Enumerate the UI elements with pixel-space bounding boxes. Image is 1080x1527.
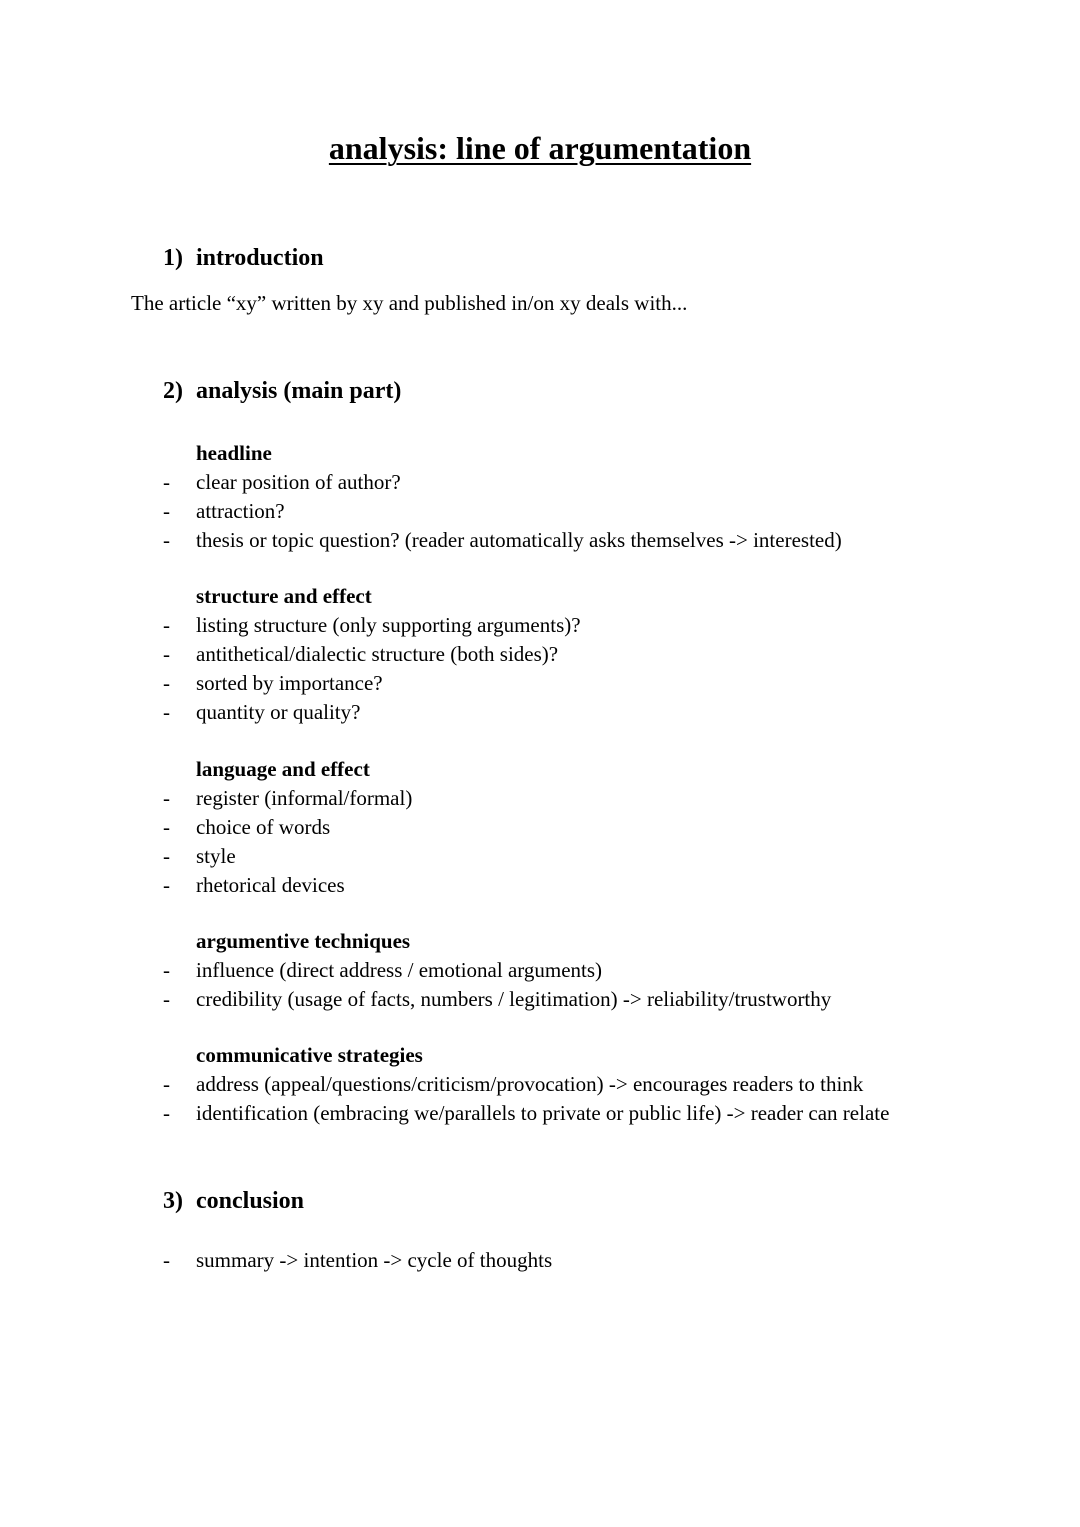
bullet-marker: - bbox=[163, 613, 170, 637]
list-item-text: address (appeal/questions/criticism/provocation) -> encourages readers to think bbox=[196, 1072, 864, 1096]
list-item bbox=[0, 526, 1080, 555]
list-item bbox=[0, 985, 1080, 1014]
list-item bbox=[0, 813, 1080, 842]
section-title: analysis (main part) bbox=[196, 378, 402, 404]
list-item-text: listing structure (only supporting arguments)? bbox=[196, 613, 581, 637]
section-heading-conclusion bbox=[163, 1186, 304, 1216]
list-item bbox=[0, 1070, 1080, 1099]
list-item bbox=[0, 640, 1080, 669]
list-item bbox=[0, 669, 1080, 698]
bullet-marker: - bbox=[163, 1248, 170, 1272]
list-item bbox=[0, 842, 1080, 871]
section-title: introduction bbox=[196, 245, 324, 271]
group-conclusion bbox=[0, 1246, 1080, 1275]
list-item bbox=[0, 698, 1080, 727]
list-item-text: choice of words bbox=[196, 815, 331, 839]
bullet-marker: - bbox=[163, 958, 170, 982]
section-number: 3) bbox=[163, 1188, 183, 1214]
group-language-and-effect bbox=[0, 755, 1080, 900]
bullet-marker: - bbox=[163, 1072, 170, 1096]
group-communicative-strategies bbox=[0, 1041, 1080, 1128]
bullet-marker: - bbox=[163, 528, 170, 552]
list-item-text: rhetorical devices bbox=[196, 873, 345, 897]
list-item bbox=[0, 1099, 1080, 1128]
section-number: 2) bbox=[163, 378, 183, 404]
document-title: analysis: line of argumentation bbox=[328, 130, 752, 166]
section-heading-analysis bbox=[163, 376, 401, 406]
bullet-marker: - bbox=[163, 987, 170, 1011]
section-number: 1) bbox=[163, 245, 183, 271]
bullet-marker: - bbox=[163, 873, 170, 897]
bullet-marker: - bbox=[163, 815, 170, 839]
bullet-marker: - bbox=[163, 499, 170, 523]
list-item bbox=[0, 1246, 1080, 1275]
list-item bbox=[0, 871, 1080, 900]
bullet-marker: - bbox=[163, 844, 170, 868]
sub-heading: language and effect bbox=[196, 757, 370, 781]
group-structure-and-effect bbox=[0, 582, 1080, 727]
list-item bbox=[0, 497, 1080, 526]
list-item-text: antithetical/dialectic structure (both sides)? bbox=[196, 642, 559, 666]
list-item-text: register (informal/formal) bbox=[196, 786, 413, 810]
list-item-text: summary -> intention -> cycle of thoughts bbox=[196, 1248, 553, 1272]
group-argumentive-techniques bbox=[0, 927, 1080, 1014]
list-item-text: clear position of author? bbox=[196, 470, 401, 494]
list-item-text: thesis or topic question? (reader automatically asks themselves -> interested) bbox=[196, 528, 842, 552]
bullet-marker: - bbox=[163, 470, 170, 494]
list-item bbox=[0, 611, 1080, 640]
sub-heading: communicative strategies bbox=[196, 1043, 423, 1067]
sub-heading: headline bbox=[196, 441, 272, 465]
group-headline bbox=[0, 439, 1080, 555]
bullet-marker: - bbox=[163, 671, 170, 695]
list-item bbox=[0, 956, 1080, 985]
list-item-text: influence (direct address / emotional arguments) bbox=[196, 958, 603, 982]
list-item bbox=[0, 784, 1080, 813]
list-item-text: quantity or quality? bbox=[196, 700, 361, 724]
sub-heading: argumentive techniques bbox=[196, 929, 411, 953]
list-item-text: style bbox=[196, 844, 236, 868]
bullet-marker: - bbox=[163, 786, 170, 810]
list-item-text: sorted by importance? bbox=[196, 671, 383, 695]
introduction-text: The article “xy” written by xy and published in/on xy deals with... bbox=[131, 291, 688, 315]
list-item-text: credibility (usage of facts, numbers / legitimation) -> reliability/trustworthy bbox=[196, 987, 832, 1011]
list-item-text: attraction? bbox=[196, 499, 285, 523]
bullet-marker: - bbox=[163, 642, 170, 666]
bullet-marker: - bbox=[163, 1101, 170, 1125]
sub-heading: structure and effect bbox=[196, 584, 372, 608]
section-title: conclusion bbox=[196, 1188, 305, 1214]
bullet-marker: - bbox=[163, 700, 170, 724]
list-item bbox=[0, 468, 1080, 497]
list-item-text: identification (embracing we/parallels to private or public life) -> reader can relate bbox=[196, 1101, 890, 1125]
section-heading-introduction bbox=[163, 243, 324, 273]
